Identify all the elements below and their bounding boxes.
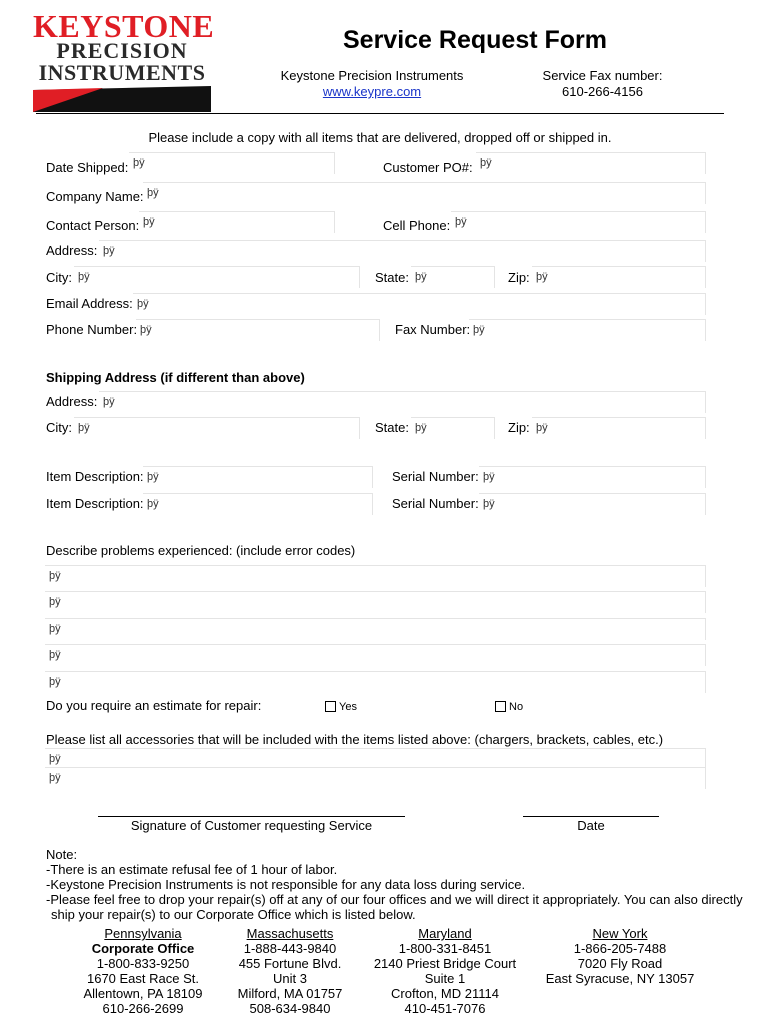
note-line-4: ship your repair(s) to our Corporate Office which is listed below. xyxy=(51,907,416,922)
field-glyph: þÿ xyxy=(137,298,149,310)
office-massachusetts xyxy=(220,926,360,1016)
instruction-text: Please include a copy with all items that are delivered, dropped off or shipped in. xyxy=(148,130,612,145)
office-state: Maryland xyxy=(418,926,472,941)
serial-number-field-1[interactable] xyxy=(479,466,706,488)
field-glyph: þÿ xyxy=(147,471,159,483)
office-new-york xyxy=(540,926,700,986)
office-pennsylvania xyxy=(73,926,213,1016)
field-glyph: þÿ xyxy=(140,324,152,336)
header-company: Keystone Precision Instruments xyxy=(280,68,464,83)
address-label: Address: xyxy=(46,243,98,258)
office-phone: 1-866-205-7488 xyxy=(573,941,667,956)
accessories-line-2[interactable] xyxy=(45,767,706,789)
office-local-phone: 508-634-9840 xyxy=(249,1001,331,1016)
item-description-label-2: Item Description: xyxy=(46,496,144,511)
office-unit: Suite 1 xyxy=(424,971,466,986)
office-state: Pennsylvania xyxy=(104,926,182,941)
note-line-2: -Keystone Precision Instruments is not responsible for any data loss during service. xyxy=(46,877,526,892)
note-line-3: -Please feel free to drop your repair(s) off at any of our four offices and we will direct it appropriately. You can also directly xyxy=(46,892,743,907)
field-glyph: þÿ xyxy=(415,422,427,434)
problems-label: Describe problems experienced: (include error codes) xyxy=(46,543,356,558)
item-description-label-1: Item Description: xyxy=(46,469,144,484)
shipping-city-field[interactable] xyxy=(74,417,360,439)
office-local-phone: 610-266-2699 xyxy=(102,1001,184,1016)
field-glyph: þÿ xyxy=(483,471,495,483)
header-fax-label: Service Fax number: xyxy=(542,68,663,83)
estimate-question: Do you require an estimate for repair: xyxy=(46,698,262,713)
accessories-label: Please list all accessories that will be included with the items listed above: (chargers, brackets, cables, etc.) xyxy=(46,732,664,747)
field-glyph: þÿ xyxy=(147,498,159,510)
office-subtitle: Corporate Office xyxy=(91,941,195,956)
office-state: New York xyxy=(592,926,648,941)
form-title: Service Request Form xyxy=(343,26,607,54)
header-website-link[interactable]: www.keypre.com xyxy=(322,84,422,99)
office-street: 1670 East Race St. xyxy=(86,971,199,986)
estimate-yes-checkbox[interactable] xyxy=(325,701,336,712)
serial-number-field-2[interactable] xyxy=(479,493,706,515)
customer-po-field[interactable] xyxy=(476,152,706,174)
logo-line-keystone: KEYSTONE xyxy=(33,8,215,44)
cell-phone-field[interactable] xyxy=(451,211,706,233)
signature-label: Signature of Customer requesting Service xyxy=(130,818,373,833)
serial-number-label-1: Serial Number: xyxy=(392,469,479,484)
contact-person-field[interactable] xyxy=(139,211,335,233)
field-glyph: þÿ xyxy=(143,216,155,228)
estimate-no-label: No xyxy=(509,701,524,713)
item-description-field-1[interactable] xyxy=(143,466,373,488)
company-name-field[interactable] xyxy=(143,182,706,204)
shipping-state-label: State: xyxy=(375,420,409,435)
shipping-zip-label: Zip: xyxy=(508,420,530,435)
fax-number-label: Fax Number: xyxy=(395,322,471,337)
phone-number-label: Phone Number: xyxy=(46,322,138,337)
field-glyph: þÿ xyxy=(103,245,115,257)
state-field[interactable] xyxy=(411,266,495,288)
field-glyph: þÿ xyxy=(49,676,61,688)
field-glyph: þÿ xyxy=(103,396,115,408)
shipping-address-label: Address: xyxy=(46,394,98,409)
shipping-state-field[interactable] xyxy=(411,417,495,439)
office-phone: 1-800-331-8451 xyxy=(398,941,492,956)
field-glyph: þÿ xyxy=(49,623,61,635)
office-phone: 1-800-833-9250 xyxy=(96,956,190,971)
date-shipped-field[interactable] xyxy=(129,152,335,174)
problem-line-1[interactable] xyxy=(45,565,706,587)
city-label: City: xyxy=(46,270,72,285)
contact-person-label: Contact Person: xyxy=(46,218,140,233)
office-local-phone: 410-451-7076 xyxy=(404,1001,486,1016)
email-field[interactable] xyxy=(133,293,706,315)
office-state: Massachusetts xyxy=(246,926,334,941)
customer-po-label: Customer PO#: xyxy=(383,160,473,175)
date-line[interactable] xyxy=(523,816,659,817)
estimate-no-checkbox[interactable] xyxy=(495,701,506,712)
field-glyph: þÿ xyxy=(49,753,61,765)
field-glyph: þÿ xyxy=(49,570,61,582)
field-glyph: þÿ xyxy=(473,324,485,336)
field-glyph: þÿ xyxy=(536,271,548,283)
problem-line-5[interactable] xyxy=(45,671,706,693)
header-divider xyxy=(36,113,724,114)
field-glyph: þÿ xyxy=(49,772,61,784)
office-city: Milford, MA 01757 xyxy=(237,986,343,1001)
date-label: Date xyxy=(577,818,605,833)
company-logo xyxy=(33,8,215,112)
zip-label: Zip: xyxy=(508,270,530,285)
shipping-city-label: City: xyxy=(46,420,72,435)
serial-number-label-2: Serial Number: xyxy=(392,496,479,511)
phone-number-field[interactable] xyxy=(136,319,380,341)
office-street: 7020 Fly Road xyxy=(577,956,663,971)
logo-swoosh-graphic xyxy=(33,86,211,112)
shipping-address-field[interactable] xyxy=(99,391,706,413)
field-glyph: þÿ xyxy=(483,498,495,510)
zip-field[interactable] xyxy=(532,266,706,288)
note-line-1: -There is an estimate refusal fee of 1 hour of labor. xyxy=(46,862,338,877)
office-maryland xyxy=(365,926,525,1016)
office-city: East Syracuse, NY 13057 xyxy=(545,971,695,986)
field-glyph: þÿ xyxy=(480,157,492,169)
office-street: 2140 Priest Bridge Court xyxy=(373,956,517,971)
email-label: Email Address: xyxy=(46,296,133,311)
cell-phone-label: Cell Phone: xyxy=(383,218,451,233)
office-street: 455 Fortune Blvd. xyxy=(238,956,342,971)
problem-line-2[interactable] xyxy=(45,591,706,613)
field-glyph: þÿ xyxy=(147,187,159,199)
field-glyph: þÿ xyxy=(133,157,145,169)
office-unit: Unit 3 xyxy=(273,971,307,986)
field-glyph: þÿ xyxy=(415,271,427,283)
field-glyph: þÿ xyxy=(78,271,90,283)
field-glyph: þÿ xyxy=(455,216,467,228)
date-shipped-label: Date Shipped: xyxy=(46,160,129,175)
company-name-label: Company Name: xyxy=(46,189,144,204)
item-description-field-2[interactable] xyxy=(143,493,373,515)
note-heading: Note: xyxy=(46,847,78,862)
state-label: State: xyxy=(375,270,409,285)
logo-line-precision: PRECISION xyxy=(56,38,188,63)
field-glyph: þÿ xyxy=(49,649,61,661)
city-field[interactable] xyxy=(74,266,360,288)
field-glyph: þÿ xyxy=(49,596,61,608)
office-city: Crofton, MD 21114 xyxy=(391,986,499,1001)
fax-number-field[interactable] xyxy=(469,319,706,341)
field-glyph: þÿ xyxy=(78,422,90,434)
header-fax-number: 610-266-4156 xyxy=(562,84,643,99)
field-glyph: þÿ xyxy=(536,422,548,434)
address-field[interactable] xyxy=(99,240,706,262)
shipping-heading: Shipping Address (if different than above) xyxy=(46,370,305,385)
office-city: Allentown, PA 18109 xyxy=(83,986,203,1001)
signature-line[interactable] xyxy=(98,816,405,817)
problem-line-3[interactable] xyxy=(45,618,706,640)
estimate-yes-label: Yes xyxy=(339,701,357,713)
office-phone: 1-888-443-9840 xyxy=(243,941,337,956)
shipping-zip-field[interactable] xyxy=(532,417,706,439)
logo-line-instruments: INSTRUMENTS xyxy=(38,60,206,85)
problem-line-4[interactable] xyxy=(45,644,706,666)
